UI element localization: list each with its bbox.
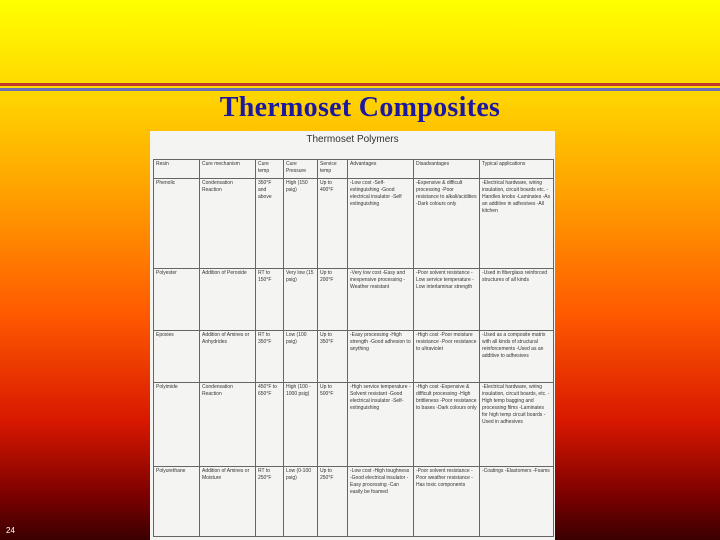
header-cell: Typical applications — [480, 160, 554, 179]
table-cell: -Expensive & difficult processing -Poor resistance to alkali/acidities -Dark colours only — [414, 179, 480, 269]
table-cell: High (100 - 1000 psig) — [284, 383, 318, 467]
table-header-row — [154, 160, 554, 179]
table-cell: Low (100 psig) — [284, 331, 318, 383]
table-cell: Polyester — [154, 269, 200, 331]
table-cell: Phenolic — [154, 179, 200, 269]
table-cell: Polyimide — [154, 383, 200, 467]
table-cell: RT to 250°F — [256, 467, 284, 537]
table-cell: RT to 350°F — [256, 331, 284, 383]
table-cell: RT to 150°F — [256, 269, 284, 331]
table-cell: Epoxies — [154, 331, 200, 383]
table-cell: Up to 350°F — [318, 331, 348, 383]
table-cell: Addition of Amines or Moisture — [200, 467, 256, 537]
header-cell: Service temp — [318, 160, 348, 179]
scanned-document — [150, 131, 555, 540]
table-cell: -Low cost -High toughness -Good electrical insulator -Easy processing -Can easily be foamed — [348, 467, 414, 537]
table-cell: -Low cost -Self-extinguishing -Good electrical insulator -Self extinguishing — [348, 179, 414, 269]
table-cell: -Used as a composite matrix with all kinds of structural reinforcements -Used as an additive to adhesives — [480, 331, 554, 383]
table-cell: Addition of Peroxide — [200, 269, 256, 331]
table-cell: 350°F and above — [256, 179, 284, 269]
header-cell: Cure mechanism — [200, 160, 256, 179]
header-cell: Advantages — [348, 160, 414, 179]
table-cell: Very low (15 psig) — [284, 269, 318, 331]
table-cell: -Used in fiberglass reinforced structures of all kinds — [480, 269, 554, 331]
table-cell: Up to 500°F — [318, 383, 348, 467]
table-cell: -High cost -Poor moisture resistance -Poor resistance to ultraviolet — [414, 331, 480, 383]
table-cell: Up to 200°F — [318, 269, 348, 331]
table-cell: Up to 250°F — [318, 467, 348, 537]
table-cell: -Electrical hardware, wiring insulation, circuit boards etc. -Handles knobs -Laminates -As an additive in adhesives -All kitchen — [480, 179, 554, 269]
table-cell: Addition of Amines or Anhydrides — [200, 331, 256, 383]
table-cell: -Very low cost -Easy and inexpensive processing -Weather resistant — [348, 269, 414, 331]
table-row — [154, 269, 554, 331]
table-row — [154, 467, 554, 537]
table-cell: Condensation Reaction — [200, 383, 256, 467]
title-rule-red — [0, 83, 720, 86]
slide-number: 24 — [6, 526, 15, 535]
table-cell: 450°F to 650°F — [256, 383, 284, 467]
table-cell: Condensation Reaction — [200, 179, 256, 269]
table-cell: -Coatings -Elastomers -Foams — [480, 467, 554, 537]
table-cell: Up to 400°F — [318, 179, 348, 269]
table-row — [154, 331, 554, 383]
header-cell: Resin — [154, 160, 200, 179]
table-cell: -Easy processing -High strength -Good adhesion to anything — [348, 331, 414, 383]
table-cell: Polyurethane — [154, 467, 200, 537]
thermoset-table — [153, 159, 554, 537]
document-title: Thermoset Polymers — [306, 134, 399, 145]
table-cell: -High cost -Expensive & difficult processing -High brittleness -Poor resistance to bases -Dark colours only — [414, 383, 480, 467]
title-rule-blue — [0, 88, 720, 91]
table-cell: -Poor solvent resistance -Low service temperature -Low interlaminar strength — [414, 269, 480, 331]
slide-title: Thermoset Composites — [219, 92, 501, 123]
table-row — [154, 179, 554, 269]
header-cell: Cure temp — [256, 160, 284, 179]
table-cell: High (150 psig) — [284, 179, 318, 269]
header-cell: Cure Pressure — [284, 160, 318, 179]
table-cell: Low (0-100 psig) — [284, 467, 318, 537]
table-row — [154, 383, 554, 467]
header-cell: Disadvantages — [414, 160, 480, 179]
table-cell: -High service temperature -Solvent resistant -Good electrical insulator -Self-extinguishing — [348, 383, 414, 467]
table-cell: -Poor solvent resistance -Poor weather resistance -Has toxic components — [414, 467, 480, 537]
table-cell: -Electrical hardware, wiring insulation, circuit boards, etc. -High temp bagging and processing films -Laminates for high temp circuit boards -Used in adhesives — [480, 383, 554, 467]
